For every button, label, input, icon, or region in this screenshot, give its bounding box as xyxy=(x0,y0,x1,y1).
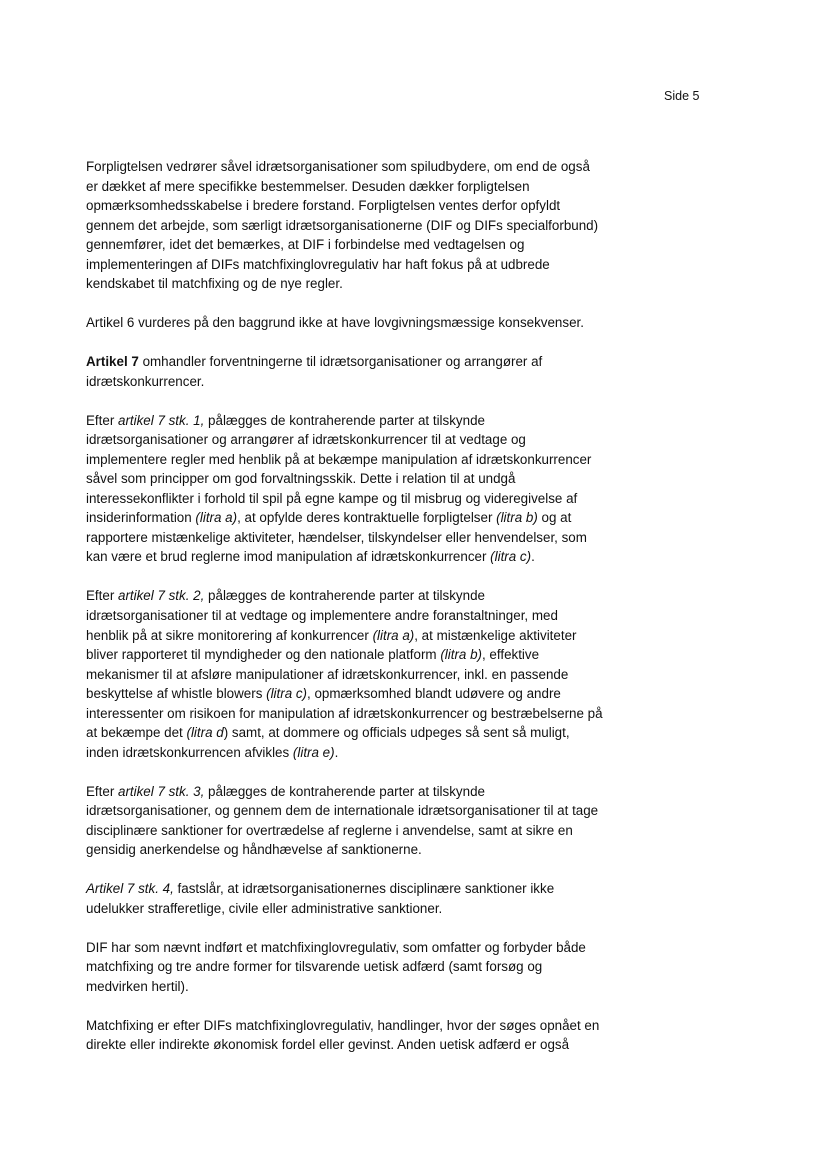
text-line: Efter artikel 7 stk. 1, pålægges de kontraherende parter at tilskynde xyxy=(86,412,485,428)
text-line: mekanismer til at afsløre manipulationer af idrætskonkurrencer, inkl. en passende xyxy=(86,666,569,682)
text-line: bliver rapporteret til myndigheder og den nationale platform (litra b), effektive xyxy=(86,647,540,663)
text-line: inden idrætskonkurrencen afvikles (litra e). xyxy=(86,744,339,760)
text-line: Efter artikel 7 stk. 2, pålægges de kontraherende parter at tilskynde xyxy=(86,588,485,604)
text-line: interessekonflikter i forhold til spil på egne kampe og til misbrug og videregivelse af xyxy=(86,490,578,506)
document-body xyxy=(86,157,646,1074)
text-line: Forpligtelsen vedrører såvel idrætsorganisationer som spiludbydere, om end de også xyxy=(86,159,590,174)
paragraph-6 xyxy=(86,782,646,860)
text-line: Artikel 7 stk. 4, fastslår, at idrætsorganisationernes disciplinære sanktioner ikke xyxy=(86,881,555,897)
text-line: gennem det arbejde, som særligt idrætsorganisationerne (DIF og DIFs specialforbund) xyxy=(86,217,599,233)
text-line: er dækket af mere specifikke bestemmelser. Desuden dækker forpligtelsen xyxy=(86,178,530,194)
paragraph-2 xyxy=(86,313,646,333)
paragraph-4 xyxy=(86,411,646,567)
text-line: implementere regler med henblik på at bekæmpe manipulation af idrætskonkurrencer xyxy=(86,451,592,467)
text-line: gennemfører, idet det bemærkes, at DIF i forbindelse med vedtagelsen og xyxy=(86,237,525,253)
article-reference: Artikel 7 stk. 4, xyxy=(86,881,174,897)
text-line: idrætskonkurrencer. xyxy=(86,373,205,389)
text-line: at bekæmpe det (litra d) samt, at dommere og officials udpeges så sent så muligt, xyxy=(86,725,570,741)
paragraph-7 xyxy=(86,879,646,918)
article-reference: artikel 7 stk. 3, xyxy=(118,783,205,799)
text-line: udelukker strafferetlige, civile eller administrative sanktioner. xyxy=(86,900,443,916)
text-line: gensidig anerkendelse og håndhævelse af sanktionerne. xyxy=(86,842,422,858)
text-line: kan være et brud reglerne imod manipulation af idrætskonkurrencer (litra c). xyxy=(86,549,535,565)
text-line: Matchfixing er efter DIFs matchfixinglovregulativ, handlinger, hvor der søges opnået en xyxy=(86,1017,600,1033)
paragraph-3 xyxy=(86,352,646,391)
text-line: insiderinformation (litra a), at opfylde deres kontraktuelle forpligtelser (litra b) og at xyxy=(86,510,572,526)
paragraph-9 xyxy=(86,1016,646,1055)
text-line: disciplinære sanktioner for overtrædelse af reglerne i anvendelse, samt at sikre en xyxy=(86,822,573,838)
text-line: såvel som principper om god forvaltningsskik. Dette i relation til at undgå xyxy=(86,471,516,487)
text-line: beskyttelse af whistle blowers (litra c), opmærksomhed blandt udøvere og andre xyxy=(86,686,561,702)
text-line: henblik på at sikre monitorering af konkurrencer (litra a), at mistænkelige aktiviteter xyxy=(86,627,577,643)
text-line: implementeringen af DIFs matchfixinglovregulativ har haft fokus på at udbrede xyxy=(86,256,550,272)
text-line: rapportere mistænkelige aktiviteter, hændelser, tilskyndelser eller henvendelser, som xyxy=(86,529,587,545)
text-line: medvirken hertil). xyxy=(86,978,189,994)
article-reference: artikel 7 stk. 2, xyxy=(118,588,205,604)
page-number: Side 5 xyxy=(664,89,700,103)
text-line: DIF har som nævnt indført et matchfixinglovregulativ, som omfatter og forbyder både xyxy=(86,939,586,955)
text-line: idrætsorganisationer, og gennem dem de internationale idrætsorganisationer til at tage xyxy=(86,803,599,819)
text-line: opmærksomhedsskabelse i bredere forstand. Forpligtelsen ventes derfor opfyldt xyxy=(86,198,561,214)
text-line: Artikel 7 omhandler forventningerne til idrætsorganisationer og arrangører af xyxy=(86,354,543,370)
text-line: Efter artikel 7 stk. 3, pålægges de kontraherende parter at tilskynde xyxy=(86,783,485,799)
text-line: Artikel 6 vurderes på den baggrund ikke at have lovgivningsmæssige konsekvenser. xyxy=(86,315,584,331)
article-heading: Artikel 7 xyxy=(86,354,139,370)
text-line: idrætsorganisationer til at vedtage og implementere andre foranstaltninger, med xyxy=(86,607,558,623)
text-line: idrætsorganisationer og arrangører af idrætskonkurrencer til at vedtage og xyxy=(86,432,526,448)
text-line: interessenter om risikoen for manipulation af idrætskonkurrencer og bestræbelserne på xyxy=(86,705,603,721)
paragraph-8 xyxy=(86,938,646,997)
text-line: direkte eller indirekte økonomisk fordel eller gevinst. Anden uetisk adfærd er også xyxy=(86,1037,570,1053)
text-line: matchfixing og tre andre former for tilsvarende uetisk adfærd (samt forsøg og xyxy=(86,959,543,975)
paragraph-5 xyxy=(86,586,646,762)
text-line: kendskabet til matchfixing og de nye regler. xyxy=(86,276,343,292)
paragraph-1 xyxy=(86,157,646,294)
article-reference: artikel 7 stk. 1, xyxy=(118,412,205,428)
